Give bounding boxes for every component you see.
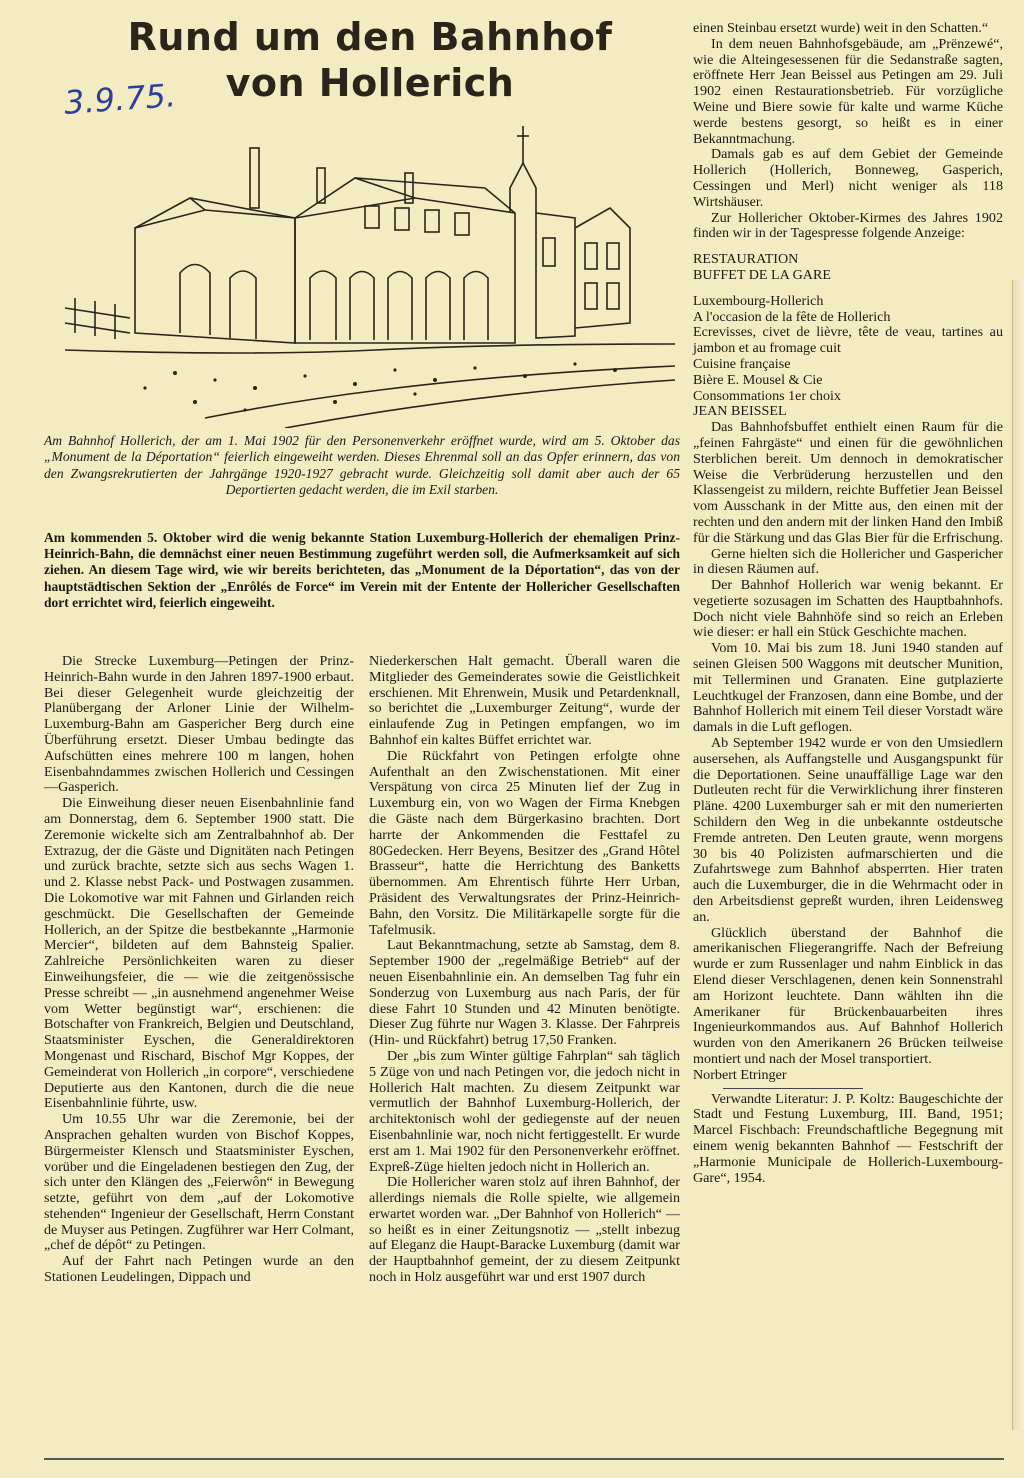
paragraph: Die Hollericher waren stolz auf ihren Bahnhof, der allerdings niemals die Rolle spielte, wie allgemein erwartet worden war. „Der Bahnhof von Hollerich“ — so heißt es in einer Zeitungsnotiz — „stellt inbezug auf Eleganz die Haupt-Baracke Luxemburg (damit war der Hauptbahnhof gemeint, der zu diesem Zeitpunkt noch in Holz ausgeführt war und erst 1907 durch — [369, 1174, 680, 1286]
paragraph: Auf der Fahrt nach Petingen wurde an den Stationen Leudelingen, Dippach und — [44, 1253, 354, 1286]
photo-caption: Am Bahnhof Hollerich, der am 1. Mai 1902 für den Personenverkehr eröffnet wurde, wird am 5. Oktober das „Monument de la Déportation“ feierlich eingeweiht werden. Dieses Ehrenmal soll an das Opfer erinnern, das von den Zwangsrekrutierten der Jahrgänge 1920-1927 gebracht wurde. Gleichzeitig soll damit aber auch der 65 Deportierten gedacht werden, die im Exil starben. — [44, 433, 680, 498]
paragraph: Die Rückfahrt von Petingen erfolgte ohne Aufenthalt an den Zwischenstationen. Mit einer Verspätung von circa 25 Minuten lief der Zug in Luxemburg ein, von wo Wagen der Firma Knebgen die Gäste nach dem Bürgerkasino brachten. Dort harrte der Ankommenden die Festtafel zu 80Gedecken. Herr Beyens, Besitzer des „Grand Hôtel Brasseur“, hatte die Herrichtung des Banketts übernommen. Am Ehrentisch führte Herr Urban, Präsident des Verwaltungsrates der Prinz-Heinrich-Bahn, den Vorsitz. Die Militärkapelle sorgte für die Tafelmusik. — [369, 747, 680, 938]
paragraph: In dem neuen Bahnhofsgebäude, am „Prënzewé“, wie die Alteingesessenen für die Sedanstraße sagten, eröffnete Herr Jean Beissel aus Petingen am 29. Juli 1902 einen Restaurationsbetrieb. Für vorzügliche Weine und Biere sowie für kalte und warme Küche werde bestens gesorgt, so heißt es in einer Bekanntmachung. — [693, 35, 1003, 147]
advert-line: BUFFET DE LA GARE — [693, 266, 831, 283]
paragraph: Die Einweihung dieser neuen Eisenbahnlinie fand am Donnerstag, dem 6. September 1900 statt. Die Zeremonie wickelte sich am Zentralbahnhof ab. Der Extrazug, der die Gäste und Dignitäten nach Petingen und zurück brachte, setzte sich aus sechs Wagen 1. und 2. Klasse nebst Pack- und Postwagen zusammen. Die Lokomotive war mit Fahnen und Girlanden reich geschmückt. Die Gesellschaften der Gemeinde Hollerich, an der Spitze die bestbekannte „Harmonie Mercier“, bildeten auf dem Bahnsteig Spalier. Zahlreiche Persönlichkeiten waren zu dieser Einweihungsfeier, die — wie die zeitgenössische Presse schreibt — „in ausnehmend angenehmer Weise vom Wetter begünstigt war“, erschienen: die Botschafter von Frankreich, Belgien und Deutschland, Staatsminister Eyschen, die Generaldirektoren Mongenast und Rischard, Bischof Mgr Koppes, der Gemeinderat von Hollerich „in corpore“, verschiedene Deputierte aus den Kantonen, durch die die neue Eisenbahnlinie führte, usw. — [44, 795, 354, 1112]
bottom-rule — [44, 1458, 1004, 1460]
divider — [723, 1088, 863, 1089]
paragraph: einen Steinbau ersetzt wurde) weit in den Schatten.“ — [693, 20, 989, 36]
paragraph: Laut Bekanntmachung, setzte ab Samstag, dem 8. September 1900 der „regelmäßige Betrieb“ auf der neuen Eisenbahnlinie ein. An demselben Tag fuhr ein Sonderzug von Luxemburg aus nach Paris, der für diese Fahrt 10 Stunden und 42 Minuten benötigte. Dieser Zug führte nur Wagen 3. Klasse. Der Fahrpreis (Hin- und Rückfahrt) betrug 17,50 Franken. — [369, 937, 680, 1049]
paragraph: Damals gab es auf dem Gebiet der Gemeinde Hollerich (Hollerich, Bonneweg, Gasperich, Cessingen und Merl) nicht weniger als 118 Wirtshäuser. — [693, 146, 1003, 210]
article-column-3 — [693, 21, 1003, 1186]
advert-line: Ecrevisses, civet de lièvre, tête de veau, tartines au jambon et au fromage cuit — [693, 324, 1003, 357]
article-column-1 — [44, 654, 354, 1286]
station-illustration — [55, 118, 685, 428]
author-name: Norbert Etringer — [693, 1066, 787, 1083]
advert-line: Consommations 1er choix — [693, 387, 841, 404]
literature-note: Verwandte Literatur: J. P. Koltz: Baugeschichte der Stadt und Festung Luxemburg, III. Band, 1951; Marcel Fischbach: Freundschaftliche Begegnung mit einem wenig bekannten Bahnhof — Festschrift der „Harmonie Municipale de Hollerich-Luxembourg-Gare“, 1954. — [693, 1090, 1003, 1186]
article-column-2 — [369, 654, 680, 1286]
adjacent-clipping-edge — [1012, 280, 1024, 1430]
paragraph: Ab September 1942 wurde er von den Umsiedlern ausersehen, als Auffangstelle und Ausgangspunkt für die Deportationen. Seine unauffällige Lage war den Dutleuten recht für die Verwirklichung ihrer finsteren Pläne. 4200 Luxemburger sah er mit den numerierten Schildern den Weg in die unbekannte ostdeutsche Fremde antreten. Den Leuten graute, wenn morgens 30 bis 40 Polizisten aufmarschierten und die Zufahrtswege zum Bahnhof absperrten. Hier traten auch die Luxemburger, die in die Wehrmacht oder in den Arbeitsdienst gepreßt wurden, ihren Leidensweg an. — [693, 735, 1003, 925]
advert-line: Cuisine française — [693, 355, 791, 372]
paragraph: Um 10.55 Uhr war die Zeremonie, bei der Ansprachen gehalten wurden von Bischof Koppes, Bürgermeister Klensch und Staatsminister Eyschen, vorüber und die Eingeladenen bestiegen den Zug, der sich unter den Klängen des „Feierwôn“ in Bewegung setzte, geführt von dem „auf der Lokomotive stehenden“ Ingenieur der Gesellschaft, Herrn Constant de Muyser aus Petingen. Zugführer war Herr Colmant, „chef de dépôt“ zu Petingen. — [44, 1111, 354, 1254]
paragraph: Der Bahnhof Hollerich war wenig bekannt. Er vegetierte sozusagen im Schatten des Hauptbahnhofs. Doch nicht viele Bahnhöfe sind so reich an Erleben wie dieser: er hall ein Stück Geschichte machen. — [693, 577, 1003, 641]
handwritten-date: 3.9.75. — [62, 76, 178, 122]
headline-line-2: von Hollerich — [225, 61, 515, 105]
paragraph: Glücklich überstand der Bahnhof die amerikanischen Fliegerangriffe. Nach der Befreiung wurde er zum Russenlager und nahm Einblick in das Elend dieser Verschlagenen, denen kein Sonnenstrahl am Horizont leuchtete. Dann wählten ihn die Amerikaner für Brückenbauarbeiten ihres Ingenieurkommandos aus. Auf Bahnhof Hollerich wurden von den Amerikanern 26 Brücken teilweise montiert und nach der Mosel transportiert. — [693, 924, 1003, 1067]
advert-line: A l'occasion de la fête de Hollerich — [693, 308, 891, 325]
paragraph: Gerne hielten sich die Hollericher und Gaspericher in diesen Räumen auf. — [693, 545, 1003, 578]
advert-line: RESTAURATION — [693, 251, 799, 268]
paragraph: Niederkerschen Halt gemacht. Überall waren die Mitglieder des Gemeinderates sowie die Geistlichkeit erschienen. Mit Ehrenwein, Musik und Petardenknall, so berichtet die „Luxemburger Zeitung“, wurde der einlaufende Zug in Petingen empfangen, wo im Bahnhof ein kaltes Büffet errichtet war. — [369, 653, 680, 748]
lead-paragraph: Am kommenden 5. Oktober wird die wenig bekannte Station Luxemburg-Hollerich der ehemaligen Prinz-Heinrich-Bahn, die demnächst einer neuen Bestimmung zugeführt werden soll, die Aufmerksamkeit auf sich ziehen. An diesem Tage wird, wie wir bereits berichteten, das „Monument de la Déportation“, das von der hauptstädtischen Sektion der „Enrôlés de Force“ im Verein mit der Entente der Hollericher Gesellschaften dort errichtet wird, feierlich eingeweiht. — [44, 530, 680, 610]
paragraph: Zur Hollericher Oktober-Kirmes des Jahres 1902 finden wir in der Tagespresse folgende Anzeige: — [693, 209, 1003, 242]
paragraph: Die Strecke Luxemburg—Petingen der Prinz-Heinrich-Bahn wurde in den Jahren 1897-1900 erbaut. Bei dieser Gelegenheit wurde gleichzeitig der Planübergang der Arloner Linie der Wilhelm-Luxemburg-Bahn am Gaspericher Berg durch eine Überführung ersetzt. Dieser Umbau bedingte das Aufschütten eines mehrere 100 m langen, hohen Eisenbahndammes zwischen Hollerich und Cessingen—Gasperich. — [44, 653, 354, 796]
advert-line: Bière E. Mousel & Cie — [693, 371, 823, 388]
paragraph: Vom 10. Mai bis zum 18. Juni 1940 standen auf seinen Gleisen 500 Waggons mit deutscher Munition, mit Tellerminen und Granaten. Eine gutplazierte Leuchtkugel der Franzosen, dann eine Bombe, und der Bahnhof Hollerich mit einem Teil dieser Vorstadt wäre damals in die Luft geflogen. — [693, 640, 1003, 736]
paragraph: Der „bis zum Winter gültige Fahrplan“ sah täglich 5 Züge von und nach Petingen vor, die jedoch nicht in Hollerich Halt machten. Zu diesem Zeitpunkt war vermutlich der Bahnhof Luxemburg-Hollerich, der architektonisch wohl der gediegenste auf der neuen Eisenbahnlinie war, noch nicht fertiggestellt. Er wurde erst am 1. Mai 1902 für den Personenverkehr eröffnet. Expreß-Züge hielten jedoch nicht in Hollerich an. — [369, 1047, 680, 1175]
paragraph: Das Bahnhofsbuffet enthielt einen Raum für die „feinen Fahrgäste“ und einen für die gewöhnlichen Sterblichen bereit. Um dennoch in demokratischer Weise die Verbrüderung herzustellen und den Klassengeist zu mildern, reichte Buffetier Jean Beissel vom Ausschank in der Mitte aus, den einen mit der rechten und den andern mit der linken Hand den Imbiß für die Stärkung und das Glas Bier für die Erfrischung. — [693, 419, 1003, 546]
headline-line-1: Rund um den Bahnhof — [127, 15, 613, 59]
advert-line: Luxembourg-Hollerich — [693, 292, 824, 309]
advertisement — [693, 252, 1003, 420]
advert-line: JEAN BEISSEL — [693, 403, 787, 420]
